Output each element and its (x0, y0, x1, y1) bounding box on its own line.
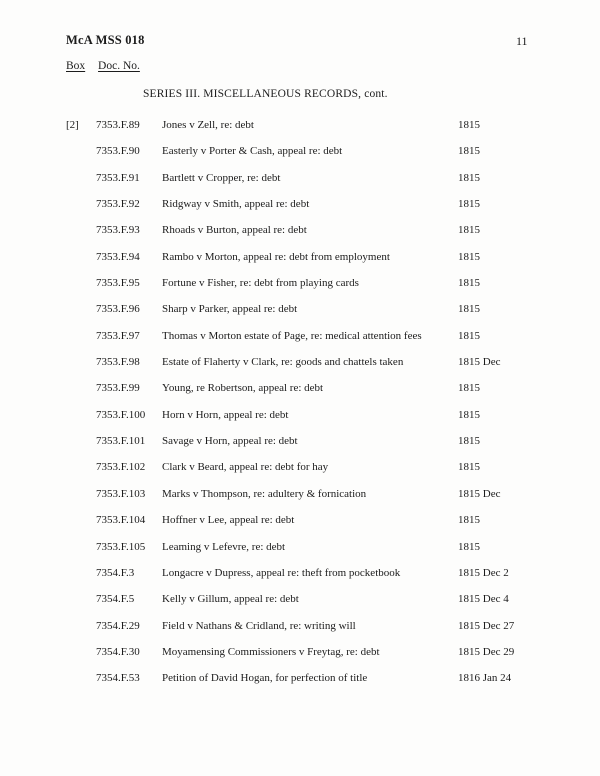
record-date: 1815 Dec 27 (458, 619, 515, 632)
record-description: Easterly v Porter & Cash, appeal re: debt (162, 145, 343, 158)
record-description: Horn v Horn, appeal re: debt (162, 408, 289, 421)
record-description: Young, re Robertson, appeal re: debt (162, 382, 324, 395)
column-headers (66, 60, 140, 72)
doc-number: 7353.F.93 (96, 224, 140, 237)
doc-number: 7353.F.89 (96, 119, 140, 131)
record-description: Rhoads v Burton, appeal re: debt (162, 224, 307, 237)
record-description: Marks v Thompson, re: adultery & fornication (162, 487, 367, 500)
record-description: Petition of David Hogan, for perfection of title (162, 672, 368, 685)
doc-number: 7353.F.91 (96, 171, 140, 184)
doc-number: 7353.F.97 (96, 329, 140, 342)
doc-number: 7354.F.53 (96, 672, 140, 685)
table-row (0, 251, 600, 277)
record-date: 1815 (458, 435, 480, 448)
record-date: 1815 (458, 198, 480, 211)
table-row (0, 330, 600, 356)
table-row (0, 514, 600, 540)
table-row (0, 646, 600, 672)
record-date: 1815 (458, 303, 480, 316)
record-date: 1815 Dec 4 (458, 593, 509, 606)
doc-number: 7353.F.102 (96, 461, 146, 474)
record-description: Kelly v Gillum, appeal re: debt (162, 593, 299, 606)
record-date: 1815 (458, 277, 480, 290)
record-description: Longacre v Dupress, appeal re: theft from pocketbook (162, 566, 401, 579)
record-description: Hoffner v Lee, appeal re: debt (162, 514, 295, 527)
table-row (0, 593, 600, 619)
record-description: Rambo v Morton, appeal re: debt from employment (162, 250, 390, 263)
table-row (0, 409, 600, 435)
record-description: Ridgway v Smith, appeal re: debt (162, 198, 310, 211)
table-row (0, 172, 600, 198)
table-row (0, 620, 600, 646)
page-number: 11 (516, 34, 528, 48)
table-row (0, 567, 600, 593)
doc-number: 7353.F.98 (96, 356, 140, 369)
doc-number: 7353.F.92 (96, 198, 140, 211)
record-date: 1815 Dec 29 (458, 645, 515, 658)
record-date: 1815 Dec (458, 356, 501, 369)
record-description: Jones v Zell, re: debt (162, 119, 254, 131)
record-description: Clark v Beard, appeal re: debt for hay (162, 461, 329, 474)
record-date: 1815 (458, 119, 480, 131)
record-date: 1815 (458, 408, 480, 421)
record-date: 1815 (458, 145, 480, 158)
record-date: 1815 (458, 250, 480, 263)
table-row (0, 461, 600, 487)
record-description: Sharp v Parker, appeal re: debt (162, 303, 298, 316)
record-date: 1815 (458, 540, 480, 553)
record-date: 1815 (458, 461, 480, 474)
doc-number: 7353.F.99 (96, 382, 140, 395)
table-row (0, 435, 600, 461)
doc-number: 7354.F.30 (96, 645, 140, 658)
record-date: 1815 (458, 329, 480, 342)
records-list (0, 119, 600, 699)
series-title: SERIES III. MISCELLANEOUS RECORDS, cont. (143, 88, 388, 100)
table-row (0, 145, 600, 171)
doc-number: 7353.F.105 (96, 540, 146, 553)
table-row (0, 198, 600, 224)
doc-number: 7353.F.94 (96, 250, 140, 263)
record-date: 1816 Jan 24 (458, 672, 512, 685)
box-number: [2] (66, 119, 79, 131)
record-description: Estate of Flaherty v Clark, re: goods and chattels taken (162, 356, 404, 369)
table-row (0, 224, 600, 250)
record-date: 1815 (458, 514, 480, 527)
table-row (0, 356, 600, 382)
record-description: Moyamensing Commissioners v Freytag, re: debt (162, 645, 380, 658)
doc-number: 7354.F.29 (96, 619, 140, 632)
record-date: 1815 (458, 171, 480, 184)
record-description: Savage v Horn, appeal re: debt (162, 435, 298, 448)
collection-id: McA MSS 018 (66, 33, 145, 47)
table-row (0, 303, 600, 329)
record-date: 1815 (458, 224, 480, 237)
record-description: Bartlett v Cropper, re: debt (162, 171, 281, 184)
record-description: Field v Nathans & Cridland, re: writing will (162, 619, 356, 632)
record-date: 1815 Dec (458, 487, 501, 500)
table-row (0, 541, 600, 567)
record-date: 1815 Dec 2 (458, 566, 509, 579)
record-date: 1815 (458, 382, 480, 395)
table-row (0, 277, 600, 303)
column-header-box: Box (66, 60, 86, 72)
doc-number: 7353.F.100 (96, 408, 146, 421)
doc-number: 7353.F.90 (96, 145, 140, 158)
doc-number: 7353.F.104 (96, 514, 146, 527)
table-row (0, 488, 600, 514)
record-description: Thomas v Morton estate of Page, re: medical attention fees (162, 329, 422, 342)
table-row (0, 119, 600, 145)
table-row (0, 672, 600, 698)
table-row (0, 382, 600, 408)
record-description: Leaming v Lefevre, re: debt (162, 540, 286, 553)
record-description: Fortune v Fisher, re: debt from playing cards (162, 277, 359, 290)
column-header-doc-no: Doc. No. (98, 60, 140, 72)
doc-number: 7353.F.95 (96, 277, 140, 290)
doc-number: 7354.F.3 (96, 566, 135, 579)
doc-number: 7353.F.103 (96, 487, 146, 500)
doc-number: 7353.F.101 (96, 435, 146, 448)
doc-number: 7353.F.96 (96, 303, 140, 316)
doc-number: 7354.F.5 (96, 593, 135, 606)
